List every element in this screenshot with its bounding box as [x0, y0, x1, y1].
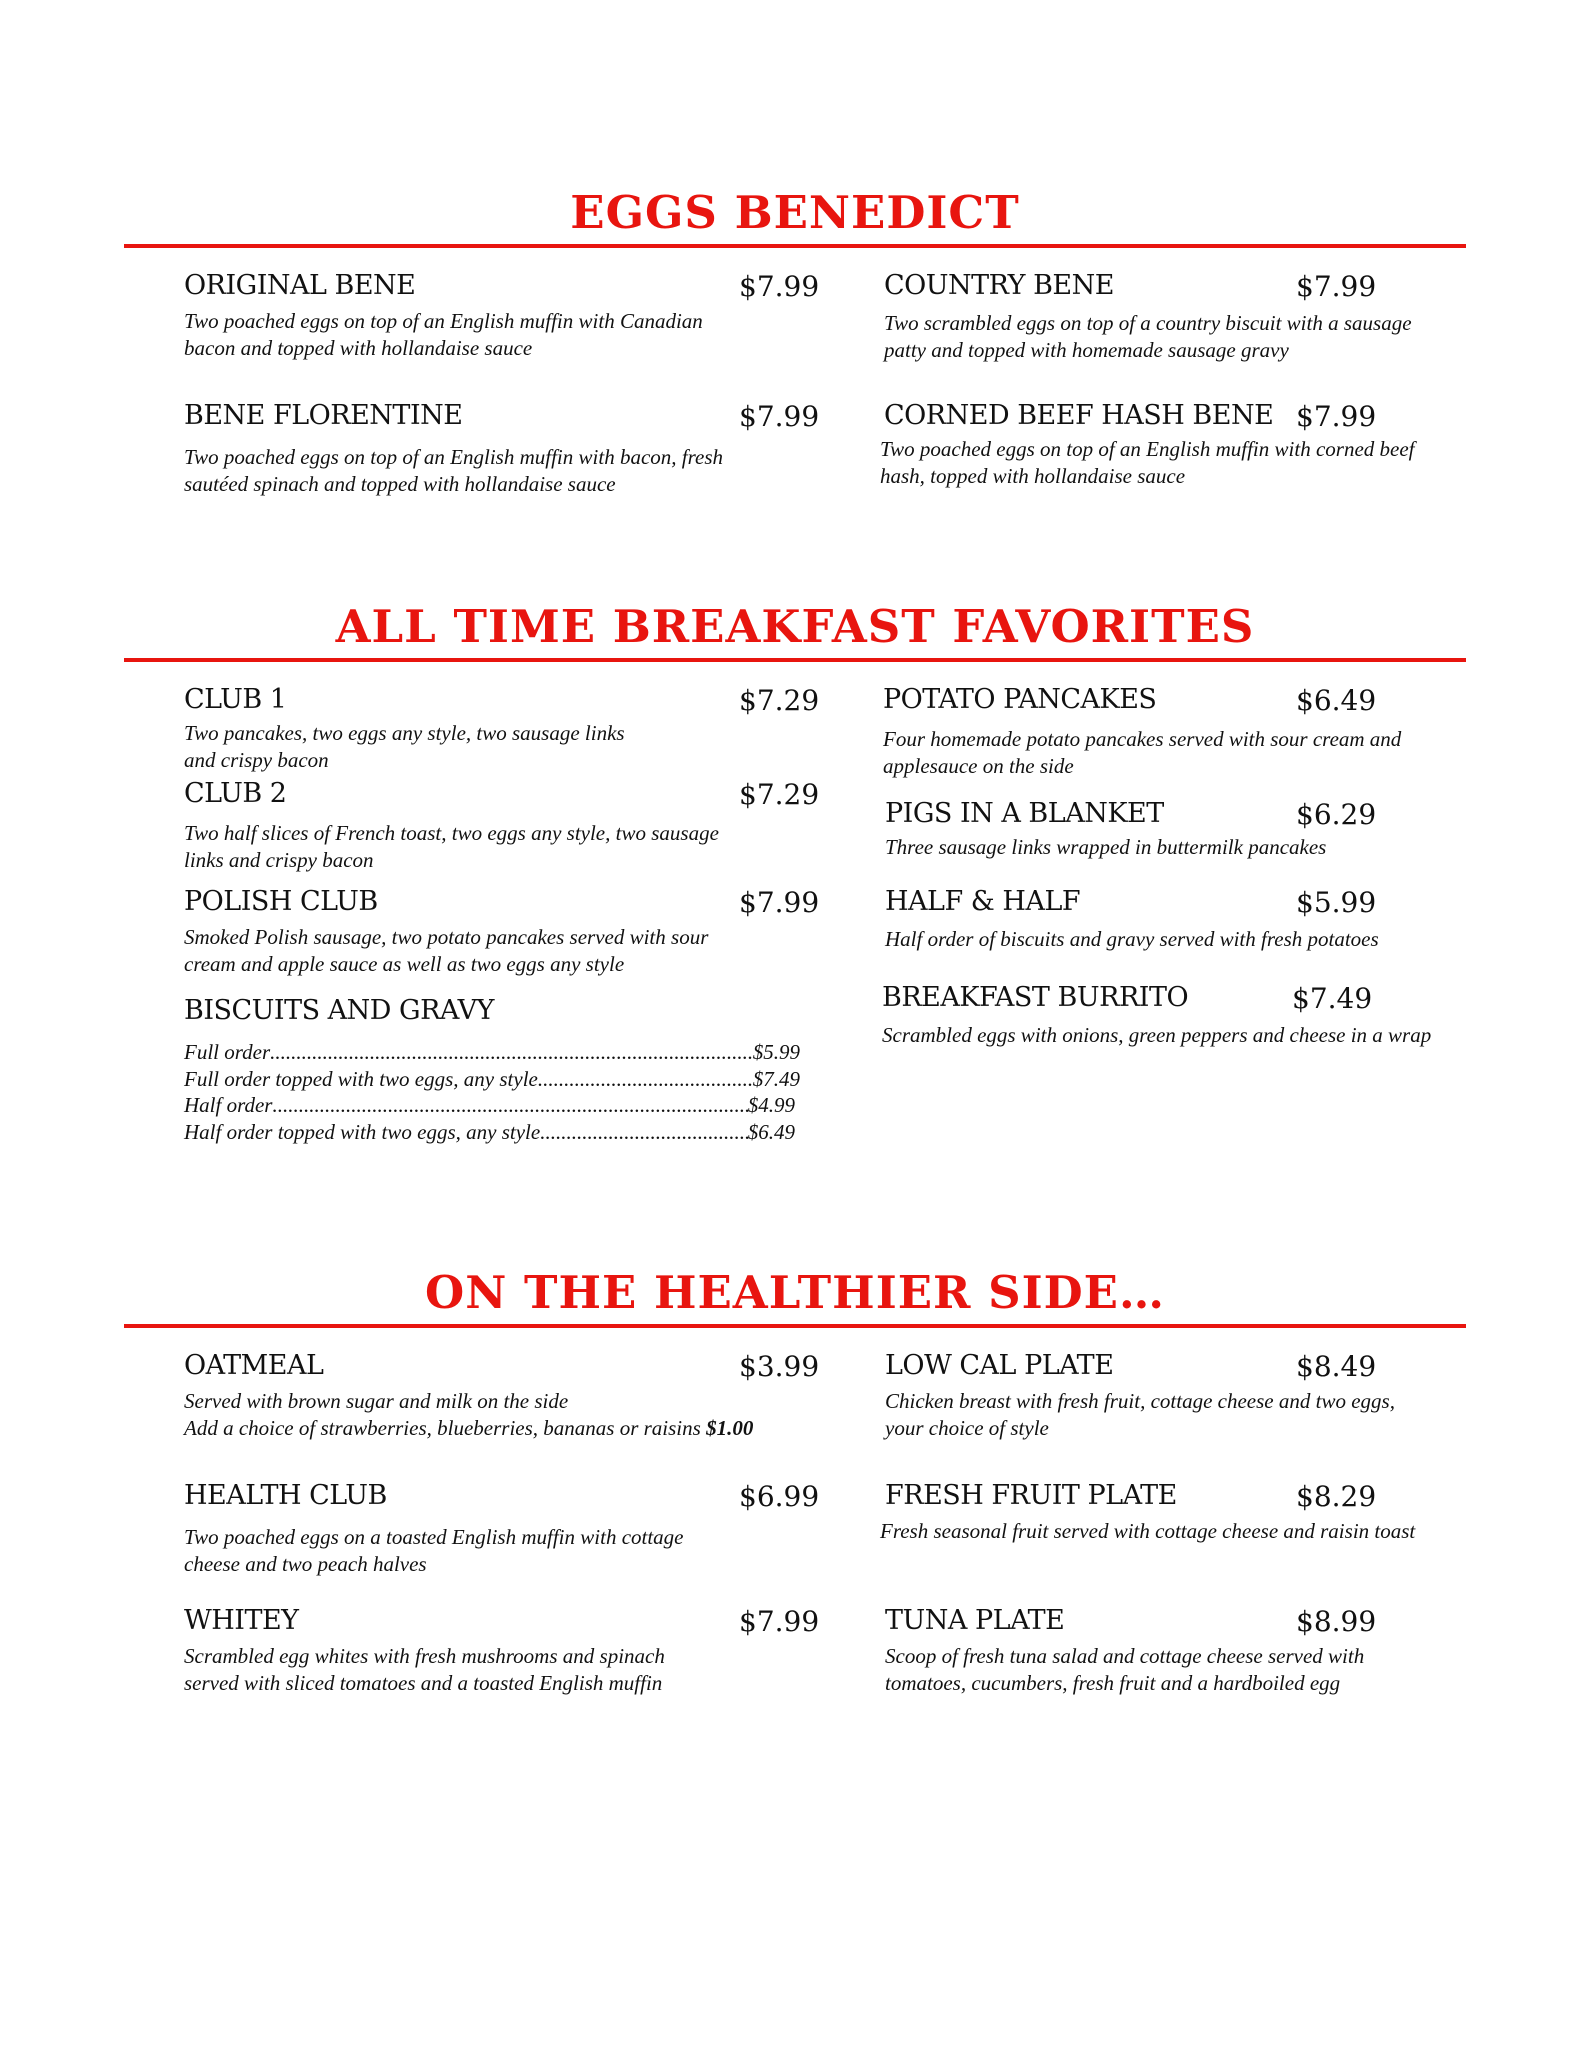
item-price: $8.99 [1296, 1605, 1377, 1638]
item-price: $7.29 [739, 684, 820, 717]
menu-item-health-club [184, 1480, 820, 1578]
item-price: $7.99 [739, 1605, 820, 1638]
portion-price: $6.49 [747, 1119, 795, 1144]
item-name: CLUB 2 [184, 778, 287, 809]
portion-label: Half order [184, 1093, 273, 1117]
item-price: $8.49 [1296, 1350, 1377, 1383]
menu-item-pigs-in-a-blanket [885, 798, 1505, 861]
portion-label: Full order [184, 1040, 271, 1064]
item-addon [184, 1415, 824, 1442]
menu-item-club-1 [184, 684, 820, 774]
leader-dots [540, 1119, 748, 1146]
item-description: Four homemade potato pancakes served with sour cream and applesauce on the side [883, 727, 1402, 778]
menu-item-original-bene [184, 270, 820, 362]
item-name: HALF & HALF [885, 886, 1081, 917]
portion-row [184, 1119, 795, 1146]
item-price: $3.99 [739, 1350, 820, 1383]
portion-label: Full order topped with two eggs, any style [184, 1066, 538, 1091]
item-name: ORIGINAL BENE [184, 270, 416, 301]
menu-item-bene-florentine [184, 400, 820, 498]
item-name: CORNED BEEF HASH BENE [884, 400, 1274, 431]
menu-item-tuna-plate [885, 1605, 1505, 1697]
addon-price: $1.00 [706, 1416, 754, 1440]
item-description: Fresh seasonal fruit served with cottage cheese and raisin toast [880, 1519, 1416, 1543]
item-name: POLISH CLUB [184, 886, 378, 917]
item-description: Two scrambled eggs on top of a country biscuit with a sausage patty and topped with homemade sausage gravy [884, 311, 1412, 362]
item-name: PIGS IN A BLANKET [885, 798, 1164, 829]
item-name: POTATO PANCAKES [883, 684, 1157, 715]
addon-text: Add a choice of strawberries, blueberries, bananas or raisins [184, 1416, 707, 1440]
menu-item-low-cal-plate [885, 1350, 1505, 1442]
item-name: COUNTRY BENE [884, 270, 1114, 301]
item-name: FRESH FRUIT PLATE [885, 1480, 1177, 1511]
item-description: Two half slices of French toast, two eggs any style, two sausage links and crispy bacon [184, 821, 719, 872]
menu-item-club-2 [184, 778, 820, 874]
item-name: BENE FLORENTINE [184, 400, 463, 431]
item-price: $7.99 [1296, 270, 1377, 303]
item-price: $5.99 [1296, 886, 1377, 919]
item-description: Scrambled eggs with onions, green peppers and cheese in a wrap [882, 1023, 1432, 1047]
portion-row [184, 1039, 800, 1066]
item-description: Two pancakes, two eggs any style, two sausage links and crispy bacon [184, 721, 625, 772]
menu-item-potato-pancakes [883, 684, 1503, 780]
item-description: Two poached eggs on top of an English muffin with corned beef hash, topped with hollandaise sauce [880, 437, 1415, 488]
item-description: Two poached eggs on top of an English muffin with Canadian bacon and topped with hollandaise sauce [184, 309, 703, 360]
item-name: LOW CAL PLATE [885, 1350, 1114, 1381]
menu-item-biscuits-and-gravy [184, 995, 804, 1145]
item-name: BREAKFAST BURRITO [882, 982, 1189, 1013]
item-name: WHITEY [184, 1605, 299, 1636]
leader-dots [270, 1039, 753, 1066]
portion-price-list [184, 1039, 800, 1145]
portion-row [184, 1066, 800, 1093]
section-title-eggs-benedict: EGGS BENEDICT [570, 186, 1020, 239]
item-name: CLUB 1 [184, 684, 287, 715]
item-name: OATMEAL [184, 1350, 324, 1381]
portion-row [184, 1092, 795, 1119]
item-price: $6.99 [739, 1480, 820, 1513]
leader-dots [538, 1066, 753, 1093]
item-name: BISCUITS AND GRAVY [184, 995, 494, 1026]
section-divider [124, 658, 1466, 662]
menu-item-whitey [184, 1605, 820, 1697]
portion-price: $4.99 [747, 1093, 795, 1117]
section-divider [124, 244, 1466, 248]
portion-price: $5.99 [752, 1040, 800, 1064]
item-name: TUNA PLATE [885, 1605, 1065, 1636]
menu-item-breakfast-burrito [882, 982, 1522, 1049]
item-description: Two poached eggs on a toasted English muffin with cottage cheese and two peach halves [184, 1525, 684, 1576]
item-price: $7.99 [1296, 400, 1377, 433]
item-description: Served with brown sugar and milk on the side [184, 1389, 569, 1413]
item-price: $7.49 [1292, 982, 1373, 1015]
portion-label: Half order topped with two eggs, any style [184, 1119, 541, 1144]
item-description: Scoop of fresh tuna salad and cottage cheese served with tomatoes, cucumbers, fresh fruit and a hardboiled egg [885, 1644, 1365, 1695]
item-description: Three sausage links wrapped in buttermilk pancakes [885, 835, 1327, 859]
item-description: Half order of biscuits and gravy served with fresh potatoes [885, 927, 1379, 951]
item-price: $6.49 [1296, 684, 1377, 717]
section-title-healthier-side: ON THE HEALTHIER SIDE… [425, 1266, 1165, 1319]
menu-item-fresh-fruit-plate [880, 1480, 1520, 1545]
item-description: Smoked Polish sausage, two potato pancakes served with sour cream and apple sauce as well as two eggs any style [184, 925, 709, 976]
menu-item-oatmeal [184, 1350, 824, 1442]
item-price: $7.99 [739, 400, 820, 433]
item-description: Scrambled egg whites with fresh mushrooms and spinach served with sliced tomatoes and a toasted English muffin [184, 1644, 665, 1695]
item-price: $7.29 [739, 778, 820, 811]
item-description: Chicken breast with fresh fruit, cottage cheese and two eggs, your choice of style [885, 1389, 1395, 1440]
item-name: HEALTH CLUB [184, 1480, 387, 1511]
section-title-breakfast-favorites: ALL TIME BREAKFAST FAVORITES [335, 600, 1255, 653]
item-description: Two poached eggs on top of an English muffin with bacon, fresh sautéed spinach and topped with hollandaise sauce [184, 445, 723, 496]
item-price: $8.29 [1296, 1480, 1377, 1513]
menu-item-polish-club [184, 886, 820, 978]
item-price: $6.29 [1296, 798, 1377, 831]
portion-price: $7.49 [752, 1066, 800, 1091]
leader-dots [272, 1092, 747, 1119]
menu-item-half-and-half [885, 886, 1505, 953]
item-price: $7.99 [739, 270, 820, 303]
item-price: $7.99 [739, 886, 820, 919]
menu-item-corned-beef-hash-bene [880, 400, 1520, 490]
menu-item-country-bene [884, 270, 1504, 364]
section-divider [124, 1324, 1466, 1328]
